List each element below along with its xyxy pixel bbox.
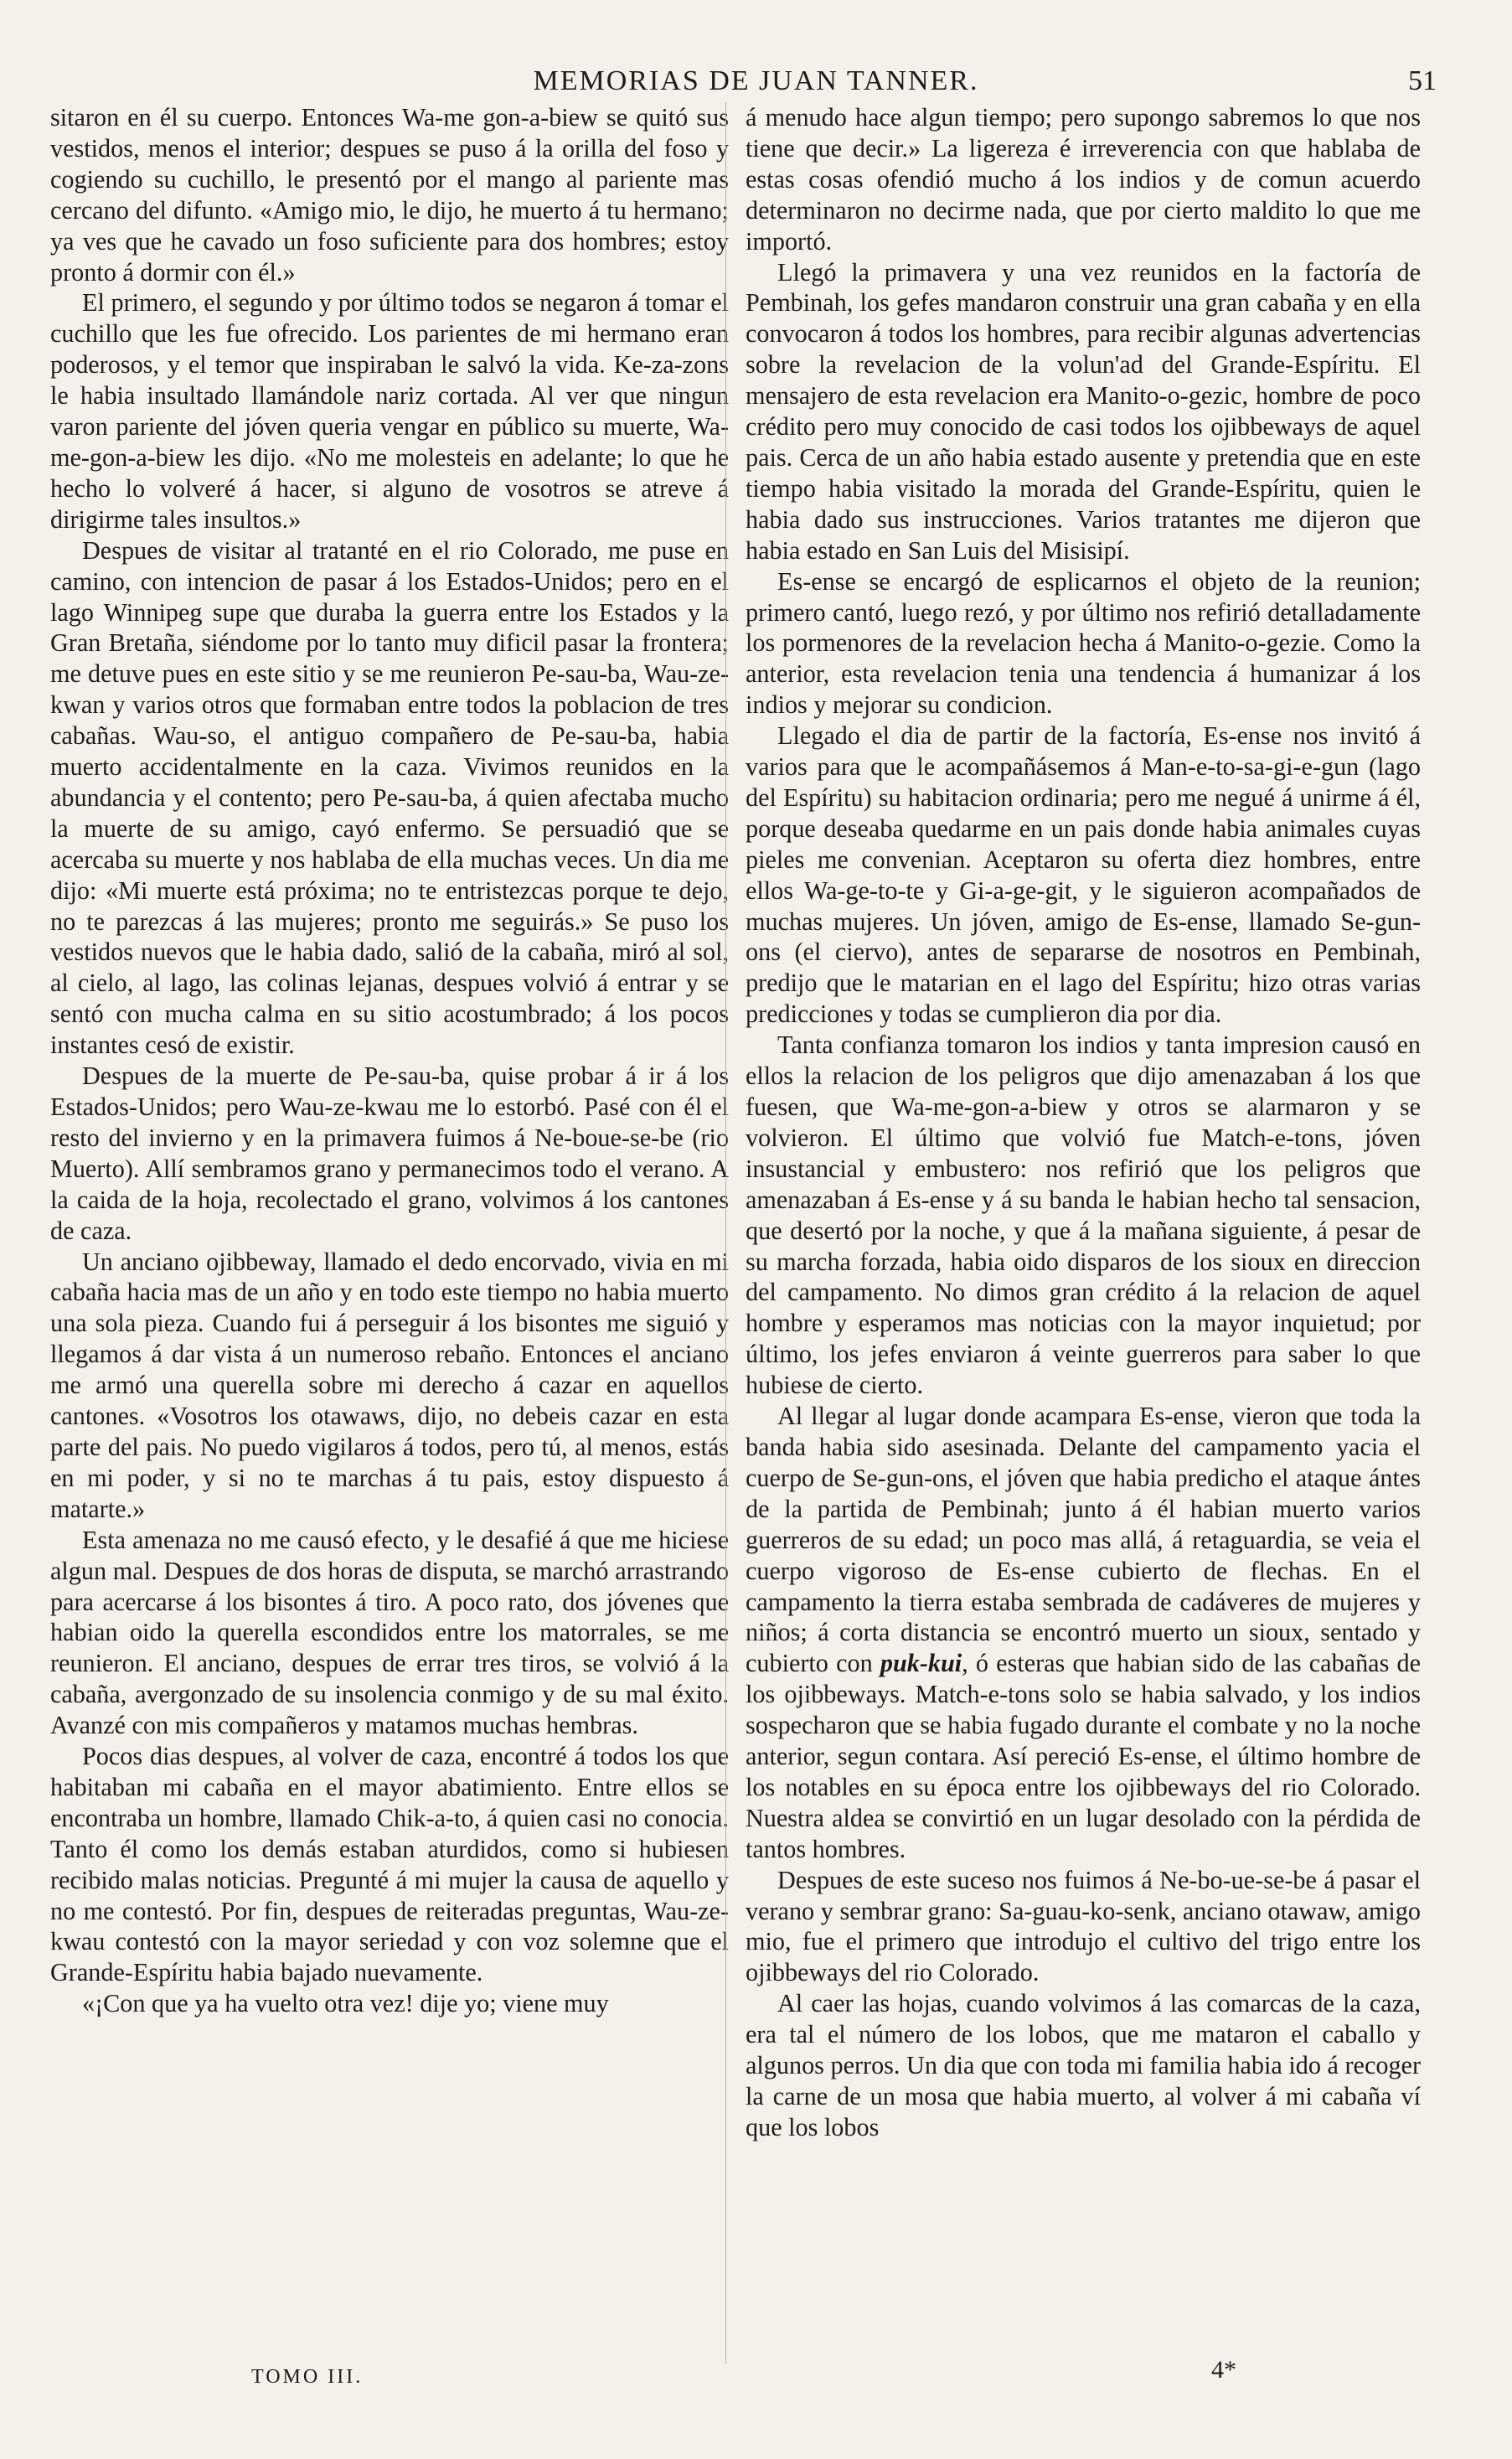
page-number: 51 xyxy=(1408,65,1437,96)
paragraph: Es-ense se encargó de esplicarnos el objeto de la reunion; primero cantó, luego rezó, y por último nos refirió detalladamente los pormenores de la revelacion hecha á Manito-o-gezie. Como la anterior, esta revelacion tenia una tendencia á humanizar á los indios y mejorar su condicion. xyxy=(746,566,1421,720)
paragraph: Llegado el dia de partir de la factoría, Es-ense nos invitó á varios para que le acompañásemos á Man-e-to-sa-gi-e-gun (lago del Espíritu) su habitacion ordinaria; pero me negué á unirme á él, porque deseaba quedarme en un pais donde habia animales cuyas pieles me convenian. Aceptaron su oferta diez hombres, entre ellos Wa-ge-to-te y Gi-a-ge-git, y le siguieron acompañados de muchas mujeres. Un jóven, amigo de Es-ense, llamado Se-gun-ons (el ciervo), antes de separarse de nosotros en Pembinah, predijo que le matarian en el lago del Espíritu; hizo otras varias predicciones y todas se cumplieron dia por dia. xyxy=(746,721,1421,1029)
paragraph: «¡Con que ya ha vuelto otra vez! dije yo; viene muy xyxy=(82,1989,609,2018)
signature-mark: 4* xyxy=(1211,2356,1236,2384)
paragraph: Despues de la muerte de Pe-sau-ba, quise probar á ir á los Estados-Unidos; pero Wau-ze-kwau me lo estorbó. Pasé con él el resto del invierno y en la primavera fuimos á Ne-boue-se-be (rio Muerto). Allí sembramos grano y permanecimos todo el verano. A la caida de la hoja, recolectado el grano, volvimos á los cantones de caza. xyxy=(50,1062,729,1245)
paragraph: Un anciano ojibbeway, llamado el dedo encorvado, vivia en mi cabaña hacia mas de un año y en todo este tiempo no habia muerto una sola pieza. Cuando fui á perseguir á los bisontes me siguió y llegamos á dar vista á un numeroso rebaño. Entonces el anciano me armó una querella sobre mi derecho á cazar en aquellos cantones. «Vosotros los otawaws, dijo, no debeis cazar en esta parte del pais. No puedo vigilaros á todos, pero tú, al menos, estás en mi poder, y si no te marchas á tu pais, estoy dispuesto á matarte.» xyxy=(50,1247,729,1523)
paragraph: Despues de visitar al tratanté en el rio Colorado, me puse en camino, con intencion de pasar á los Estados-Unidos; pero en el lago Winnipeg supe que duraba la guerra entre los Estados y la Gran Bretaña, siéndome por lo tanto muy dificil pasar la frontera; me detuve pues en este sitio y se me reunieron Pe-sau-ba, Wau-ze-kwan y varios otros que formaban entre todos la poblacion de tres cabañas. Wau-so, el antiguo compañero de Pe-sau-ba, habia muerto accidentalmente en la caza. Vivimos reunidos en la abundancia y el contento; pero Pe-sau-ba, á quien afectaba mucho la muerte de su amigo, cayó enfermo. Se persuadió que se acercaba su muerte y nos hablaba de ella muchas veces. Un dia me dijo: «Mi muerte está próxima; no te entristezcas porque te dejo, no te parezcas á las mujeres; pronto me seguirás.» Se puso los vestidos nuevos que le habia dado, salió de la cabaña, miró al sol, al cielo, al lago, las colinas lejanas, despues volvió á entrar y se sentó con mucha calma en su sitio acostumbrado; á los pocos instantes cesó de existir. xyxy=(50,535,729,1060)
volume-footer: TOMO III. xyxy=(251,2366,364,2388)
paragraph: Llegó la primavera y una vez reunidos en la factoría de Pembinah, los gefes mandaron construir una gran cabaña y en ella convocaron á todos los hombres, para recibir algunas advertencias sobre la revelacion de la volun'ad del Grande-Espíritu. El mensajero de esta revelacion era Manito-o-gezic, hombre de poco crédito pero muy conocido de casi todos los ojibbeways de aquel pais. Cerca de un año habia estado ausente y pretendia que en este tiempo habia visitado la morada del Grande-Espíritu, quien le habia dado sus instrucciones. Varios tratantes me dijeron que habia estado en San Luis del Misisipí. xyxy=(746,257,1421,565)
column-divider xyxy=(725,102,726,2364)
paragraph: Pocos dias despues, al volver de caza, encontré á todos los que habitaban mi cabaña en el mayor abatimiento. Entre ellos se encontraba un hombre, llamado Chik-a-to, á quien casi no conocia. Tanto él como los demás estaban aturdidos, como si hubiesen recibido malas noticias. Pregunté á mi mujer la causa de aquello y no me contestó. Por fin, despues de reiteradas preguntas, Wau-ze-kwau contestó con la mayor seriedad y con voz solemne que el Grande-Espíritu habia bajado nuevamente. xyxy=(50,1742,729,1987)
paragraph: Tanta confianza tomaron los indios y tanta impresion causó en ellos la relacion de los peligros que dijo amenazaban á los que fuesen, que Wa-me-gon-a-biew y otros se alarmaron y se volvieron. El último que volvió fue Match-e-tons, jóven insustancial y embustero: nos refirió que los peligros que amenazaban á Es-ense y á su banda le habian hecho tal sensacion, que desertó por la noche, y que á la mañana siguiente, á pesar de su marcha forzada, habia oido disparos de los sioux en direccion del campamento. No dimos gran crédito á la relacion de aquel hombre y esperamos mas noticias con la mayor inquietud; por último, los jefes enviaron á veinte guerreros para saber lo que hubiese de cierto. xyxy=(746,1031,1421,1400)
paragraph: Al llegar al lugar donde acampara Es-ense, vieron que toda la banda habia sido asesinada. Delante del campamento yacia el cuerpo de Se-gun-ons, el jóven que habia predicho el ataque ántes de la partida de Pembinah; junto á él habian muerto varios guerreros de su edad; un poco mas allá, á retaguardia, se veia el cuerpo vigoroso de Es-ense cubierto de flechas. En el campamento la tierra estaba sembrada de cadáveres de mujeres y niños; á corta distancia se encontró muerto un sioux, sentado y cubierto con puk-kui, ó esteras que habian sido de las cabañas de los ojibbeways. Match-e-tons solo se habia salvado, y los indios sospecharon que se habia fugado durante el combate y no la noche anterior, segun contara. Así pereció Es-ense, el último hombre de los notables en su época entre los ojibbeways del rio Colorado. Nuestra aldea se convirtió en un lugar desolado con la pérdida de tantos hombres. xyxy=(746,1402,1421,1863)
running-head xyxy=(50,65,1462,99)
paragraph: Esta amenaza no me causó efecto, y le desafié á que me hiciese algun mal. Despues de dos horas de disputa, se marchó arrastrando para acercarse á los bisontes á tiro. A poco rato, dos jóvenes que habian oido la querella escondidos entre los matorrales, se me reunieron. El anciano, despues de errar tres tiros, se volvió á la cabaña, avergonzado de su insolencia conmigo y de su mal éxito. Avanzé con mis compañeros y matamos muchas hembras. xyxy=(50,1525,729,1740)
paragraph: El primero, el segundo y por último todos se negaron á tomar el cuchillo que les fue ofrecido. Los parientes de mi hermano eran poderosos, y el temor que inspiraban le salvó la vida. Ke-za-zons le habia insultado llamándole nariz cortada. Al ver que ningun varon pariente del jóven queria vengar en público su muerte, Wa-me-gon-a-biew les dijo. «No me molesteis en adelante; lo que he hecho lo volveré á hacer, si alguno de vosotros se atreve á dirigirme tales insultos.» xyxy=(50,288,729,534)
left-column xyxy=(50,102,729,2019)
paragraph: Despues de este suceso nos fuimos á Ne-bo-ue-se-be á pasar el verano y sembrar grano: Sa-guau-ko-senk, anciano otawaw, amigo mio, fue el primero que introdujo el cultivo del trigo entre los ojibbeways del rio Colorado. xyxy=(746,1865,1421,1987)
paragraph: sitaron en él su cuerpo. Entonces Wa-me gon-a-biew se quitó sus vestidos, menos el interior; despues se puso á la orilla del foso y cogiendo su cuchillo, le presentó por el mango al pariente mas cercano del difunto. «Amigo mio, le dijo, he muerto á tu hermano; ya ves que he cavado un foso suficiente para dos hombres; estoy pronto á dormir con él.» xyxy=(50,103,729,287)
right-column xyxy=(746,102,1421,2143)
running-title: MEMORIAS DE JUAN TANNER. xyxy=(533,65,979,96)
paragraph: Al caer las hojas, cuando volvimos á las comarcas de la caza, era tal el número de los lobos, que me mataron el caballo y algunos perros. Un dia que con toda mi familia habia ido á recoger la carne de un mosa que habia muerto, al volver á mi cabaña ví que los lobos xyxy=(746,1989,1421,2141)
paragraph: á menudo hace algun tiempo; pero supongo sabremos lo que nos tiene que decir.» La ligereza é irreverencia con que hablaba de estas cosas ofendió mucho á los indios y de comun acuerdo determinaron no decirme nada, que por cierto maldito lo que me importó. xyxy=(746,103,1421,256)
